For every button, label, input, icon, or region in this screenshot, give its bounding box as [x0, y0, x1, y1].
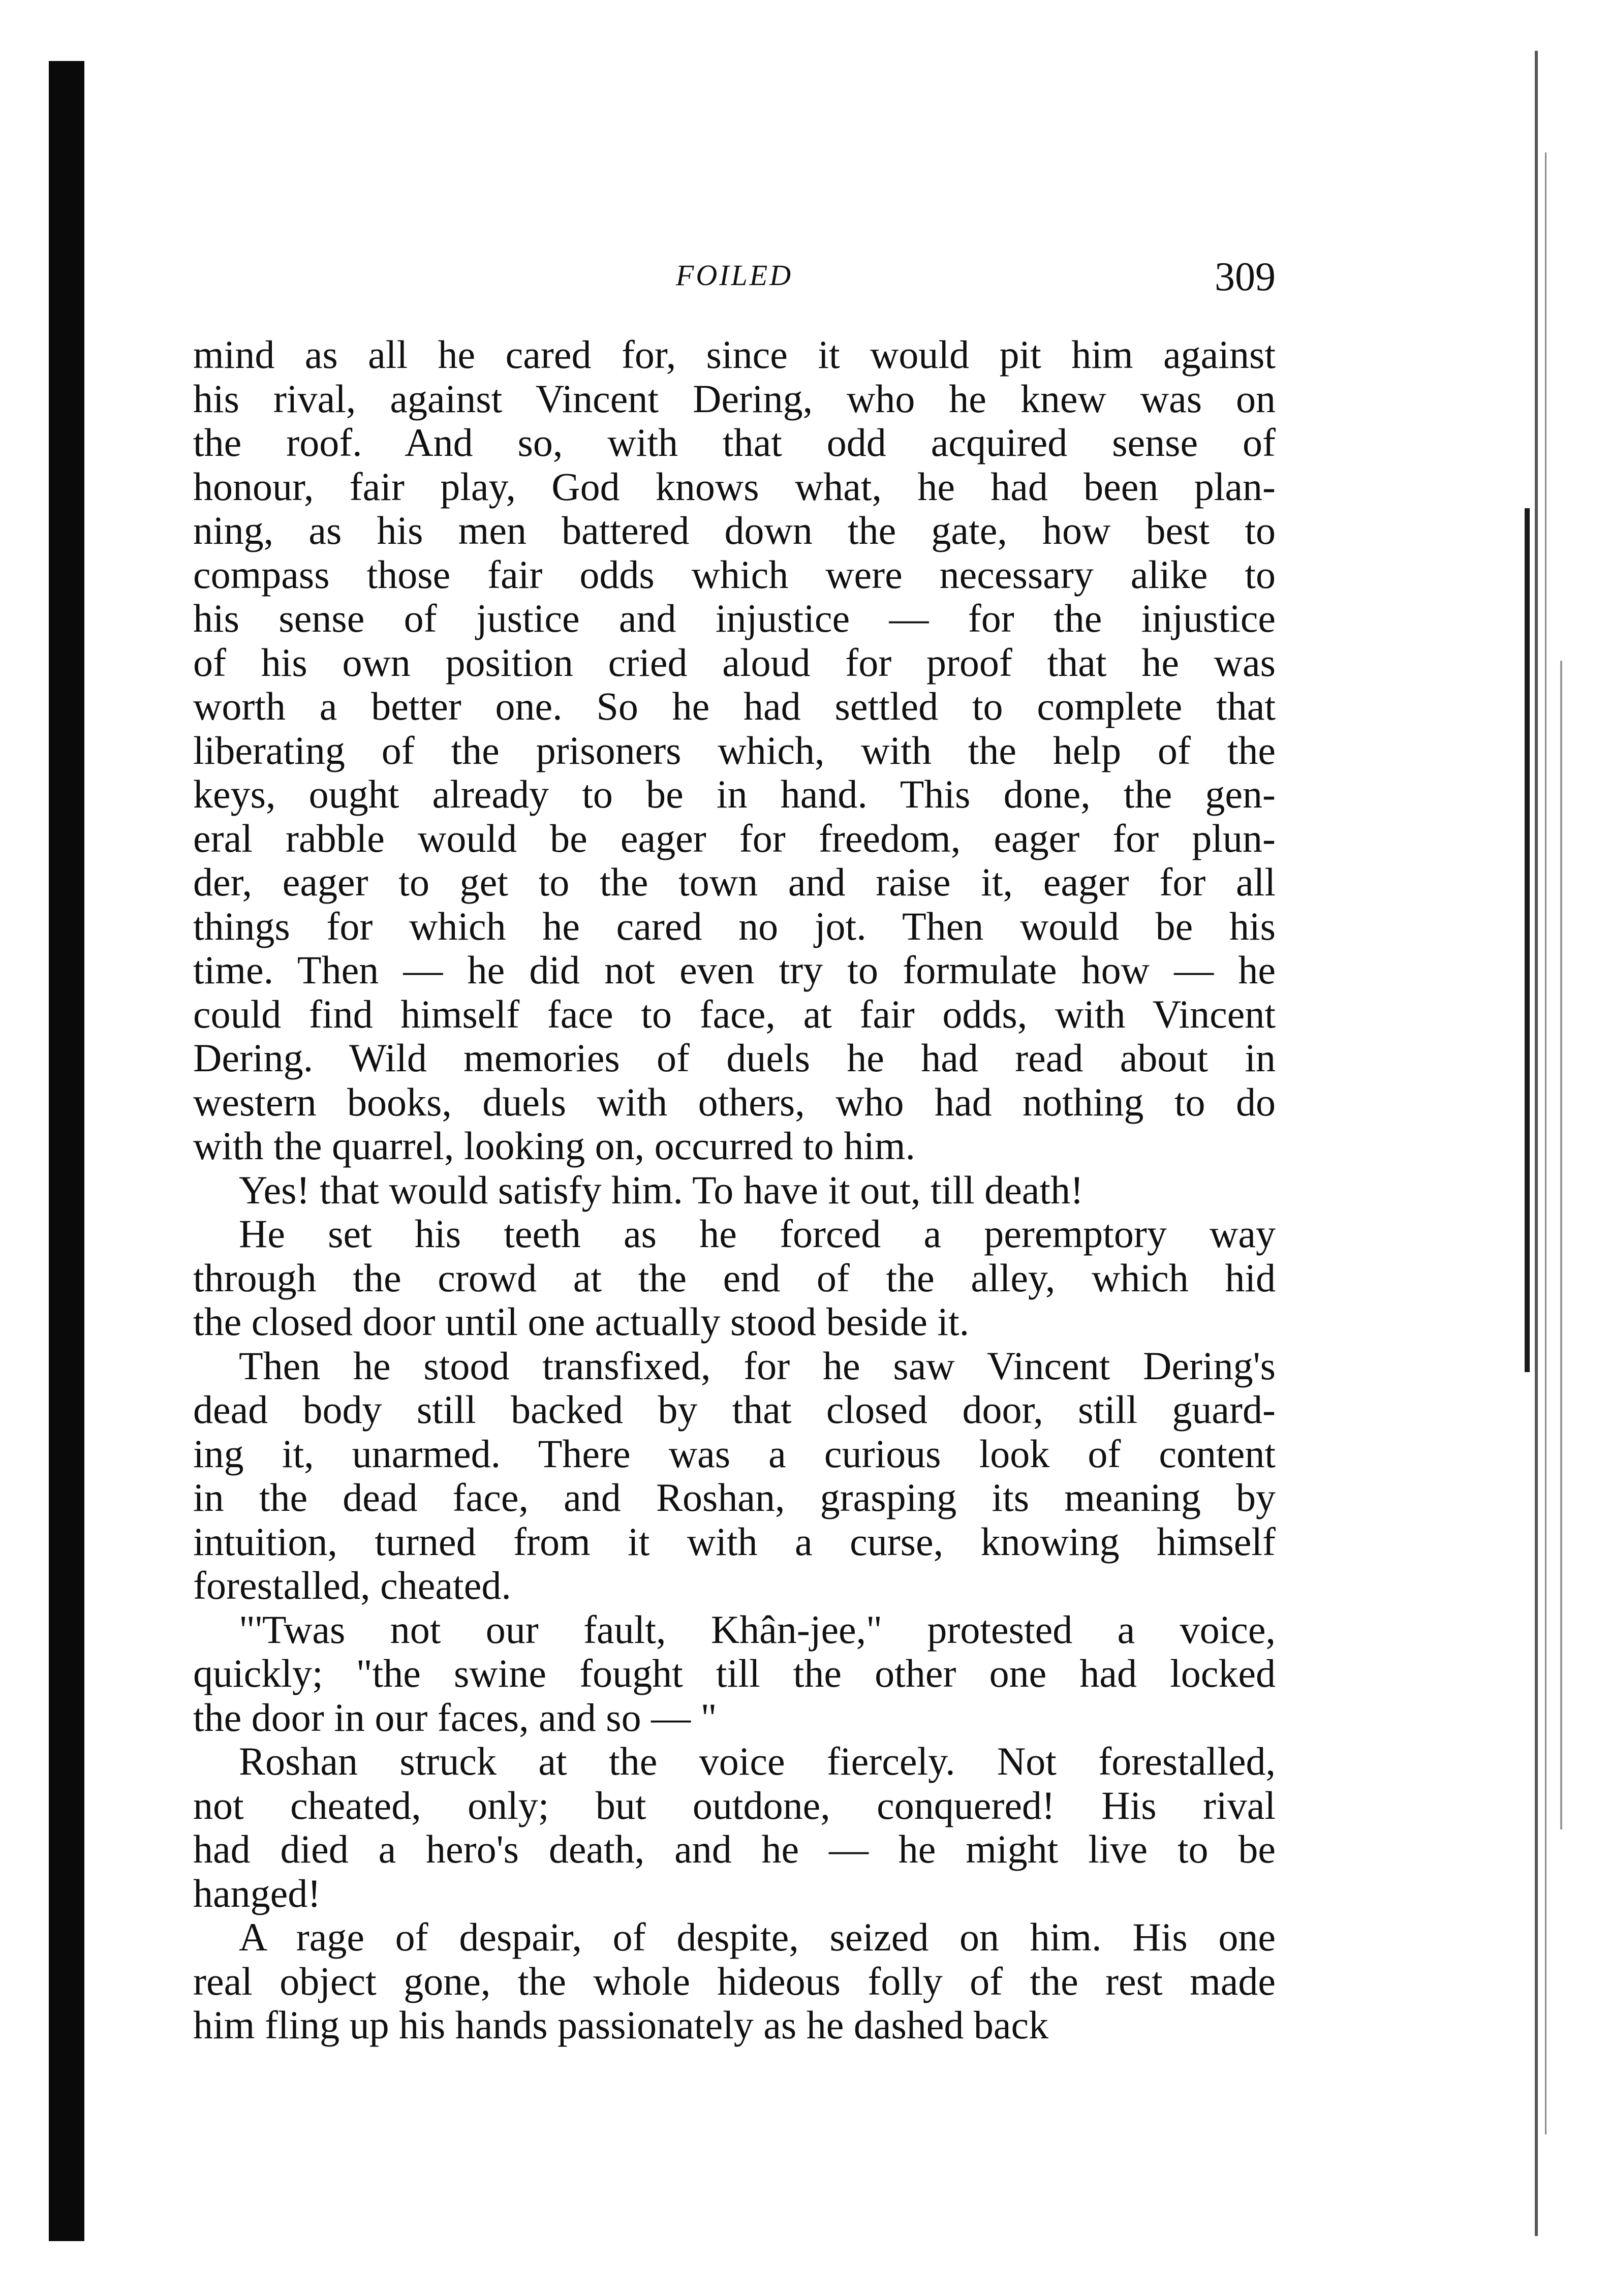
- text-line: not cheated, only; but outdone, conquered! His rival: [193, 1783, 1276, 1827]
- paragraph: [193, 333, 1276, 1168]
- paragraph: [193, 1608, 1276, 1740]
- text-line: his rival, against Vincent Dering, who he knew was on: [193, 376, 1276, 421]
- text-line: Yes! that would satisfy him. To have it out, till death!: [239, 1167, 1084, 1212]
- text-line: ing it, unarmed. There was a curious look of content: [193, 1431, 1276, 1476]
- text-line: the door in our faces, and so — ": [193, 1695, 717, 1740]
- text-line: keys, ought already to be in hand. This done, the gen-: [193, 772, 1276, 816]
- paragraph: [193, 1740, 1276, 1915]
- text-line: Then he stood transfixed, for he saw Vincent Dering's: [239, 1343, 1276, 1388]
- text-line: honour, fair play, God knows what, he had been plan-: [193, 464, 1276, 509]
- text-line: of his own position cried aloud for proof that he was: [193, 640, 1276, 685]
- text-line: real object gone, the whole hideous folly of the rest made: [193, 1959, 1276, 2003]
- paragraph: [193, 1915, 1276, 2047]
- text-line: could find himself face to face, at fair odds, with Vincent: [193, 991, 1276, 1036]
- text-line: "'Twas not our fault, Khân-jee," protested a voice,: [239, 1607, 1276, 1652]
- paragraph: [193, 1344, 1276, 1608]
- text-line: liberating of the prisoners which, with the help of the: [193, 728, 1276, 772]
- text-line: eral rabble would be eager for freedom, eager for plun-: [193, 816, 1276, 860]
- text-line: had died a hero's death, and he — he might live to be: [193, 1827, 1276, 1871]
- text-line: compass those fair odds which were necessary alike to: [193, 552, 1276, 597]
- text-line: with the quarrel, looking on, occurred to him.: [193, 1124, 915, 1168]
- text-line: He set his teeth as he forced a peremptory way: [239, 1212, 1276, 1256]
- page-number: 309: [1215, 255, 1276, 299]
- paragraph: [193, 1168, 1276, 1213]
- text-line: things for which he cared no jot. Then would be his: [193, 904, 1276, 948]
- text-line: the roof. And so, with that odd acquired sense of: [193, 420, 1276, 464]
- text-line: worth a better one. So he had settled to complete that: [193, 684, 1276, 728]
- text-line: quickly; "the swine fought till the other one had locked: [193, 1651, 1276, 1695]
- text-line: time. Then — he did not even try to formulate how — he: [193, 948, 1276, 992]
- running-head: [193, 254, 1276, 315]
- text-line: intuition, turned from it with a curse, knowing himself: [193, 1519, 1276, 1564]
- text-line: hanged!: [193, 1871, 321, 1915]
- scan-margin-artifacts: [1504, 51, 1591, 2236]
- binding-edge: [49, 61, 84, 2241]
- text-line: the closed door until one actually stood beside it.: [193, 1299, 970, 1344]
- running-title: FOILED: [675, 259, 793, 292]
- text-line: his sense of justice and injustice — for the injustice: [193, 596, 1276, 640]
- text-line: ning, as his men battered down the gate, how best to: [193, 508, 1276, 552]
- text-line: Dering. Wild memories of duels he had read about in: [193, 1036, 1276, 1080]
- paragraph: [193, 1212, 1276, 1344]
- text-line: him fling up his hands passionately as he dashed back: [193, 2003, 1049, 2047]
- text-line: Roshan struck at the voice fiercely. Not forestalled,: [239, 1739, 1276, 1783]
- text-line: through the crowd at the end of the alley, which hid: [193, 1255, 1276, 1300]
- text-line: dead body still backed by that closed door, still guard-: [193, 1387, 1276, 1432]
- text-line: forestalled, cheated.: [193, 1563, 511, 1607]
- text-line: in the dead face, and Roshan, grasping its meaning by: [193, 1475, 1276, 1519]
- text-line: der, eager to get to the town and raise it, eager for all: [193, 860, 1276, 904]
- text-line: A rage of despair, of despite, seized on him. His one: [239, 1915, 1276, 1959]
- text-line: mind as all he cared for, since it would pit him against: [193, 332, 1276, 377]
- body-text: [193, 333, 1276, 2047]
- text-line: western books, duels with others, who had nothing to do: [193, 1079, 1276, 1124]
